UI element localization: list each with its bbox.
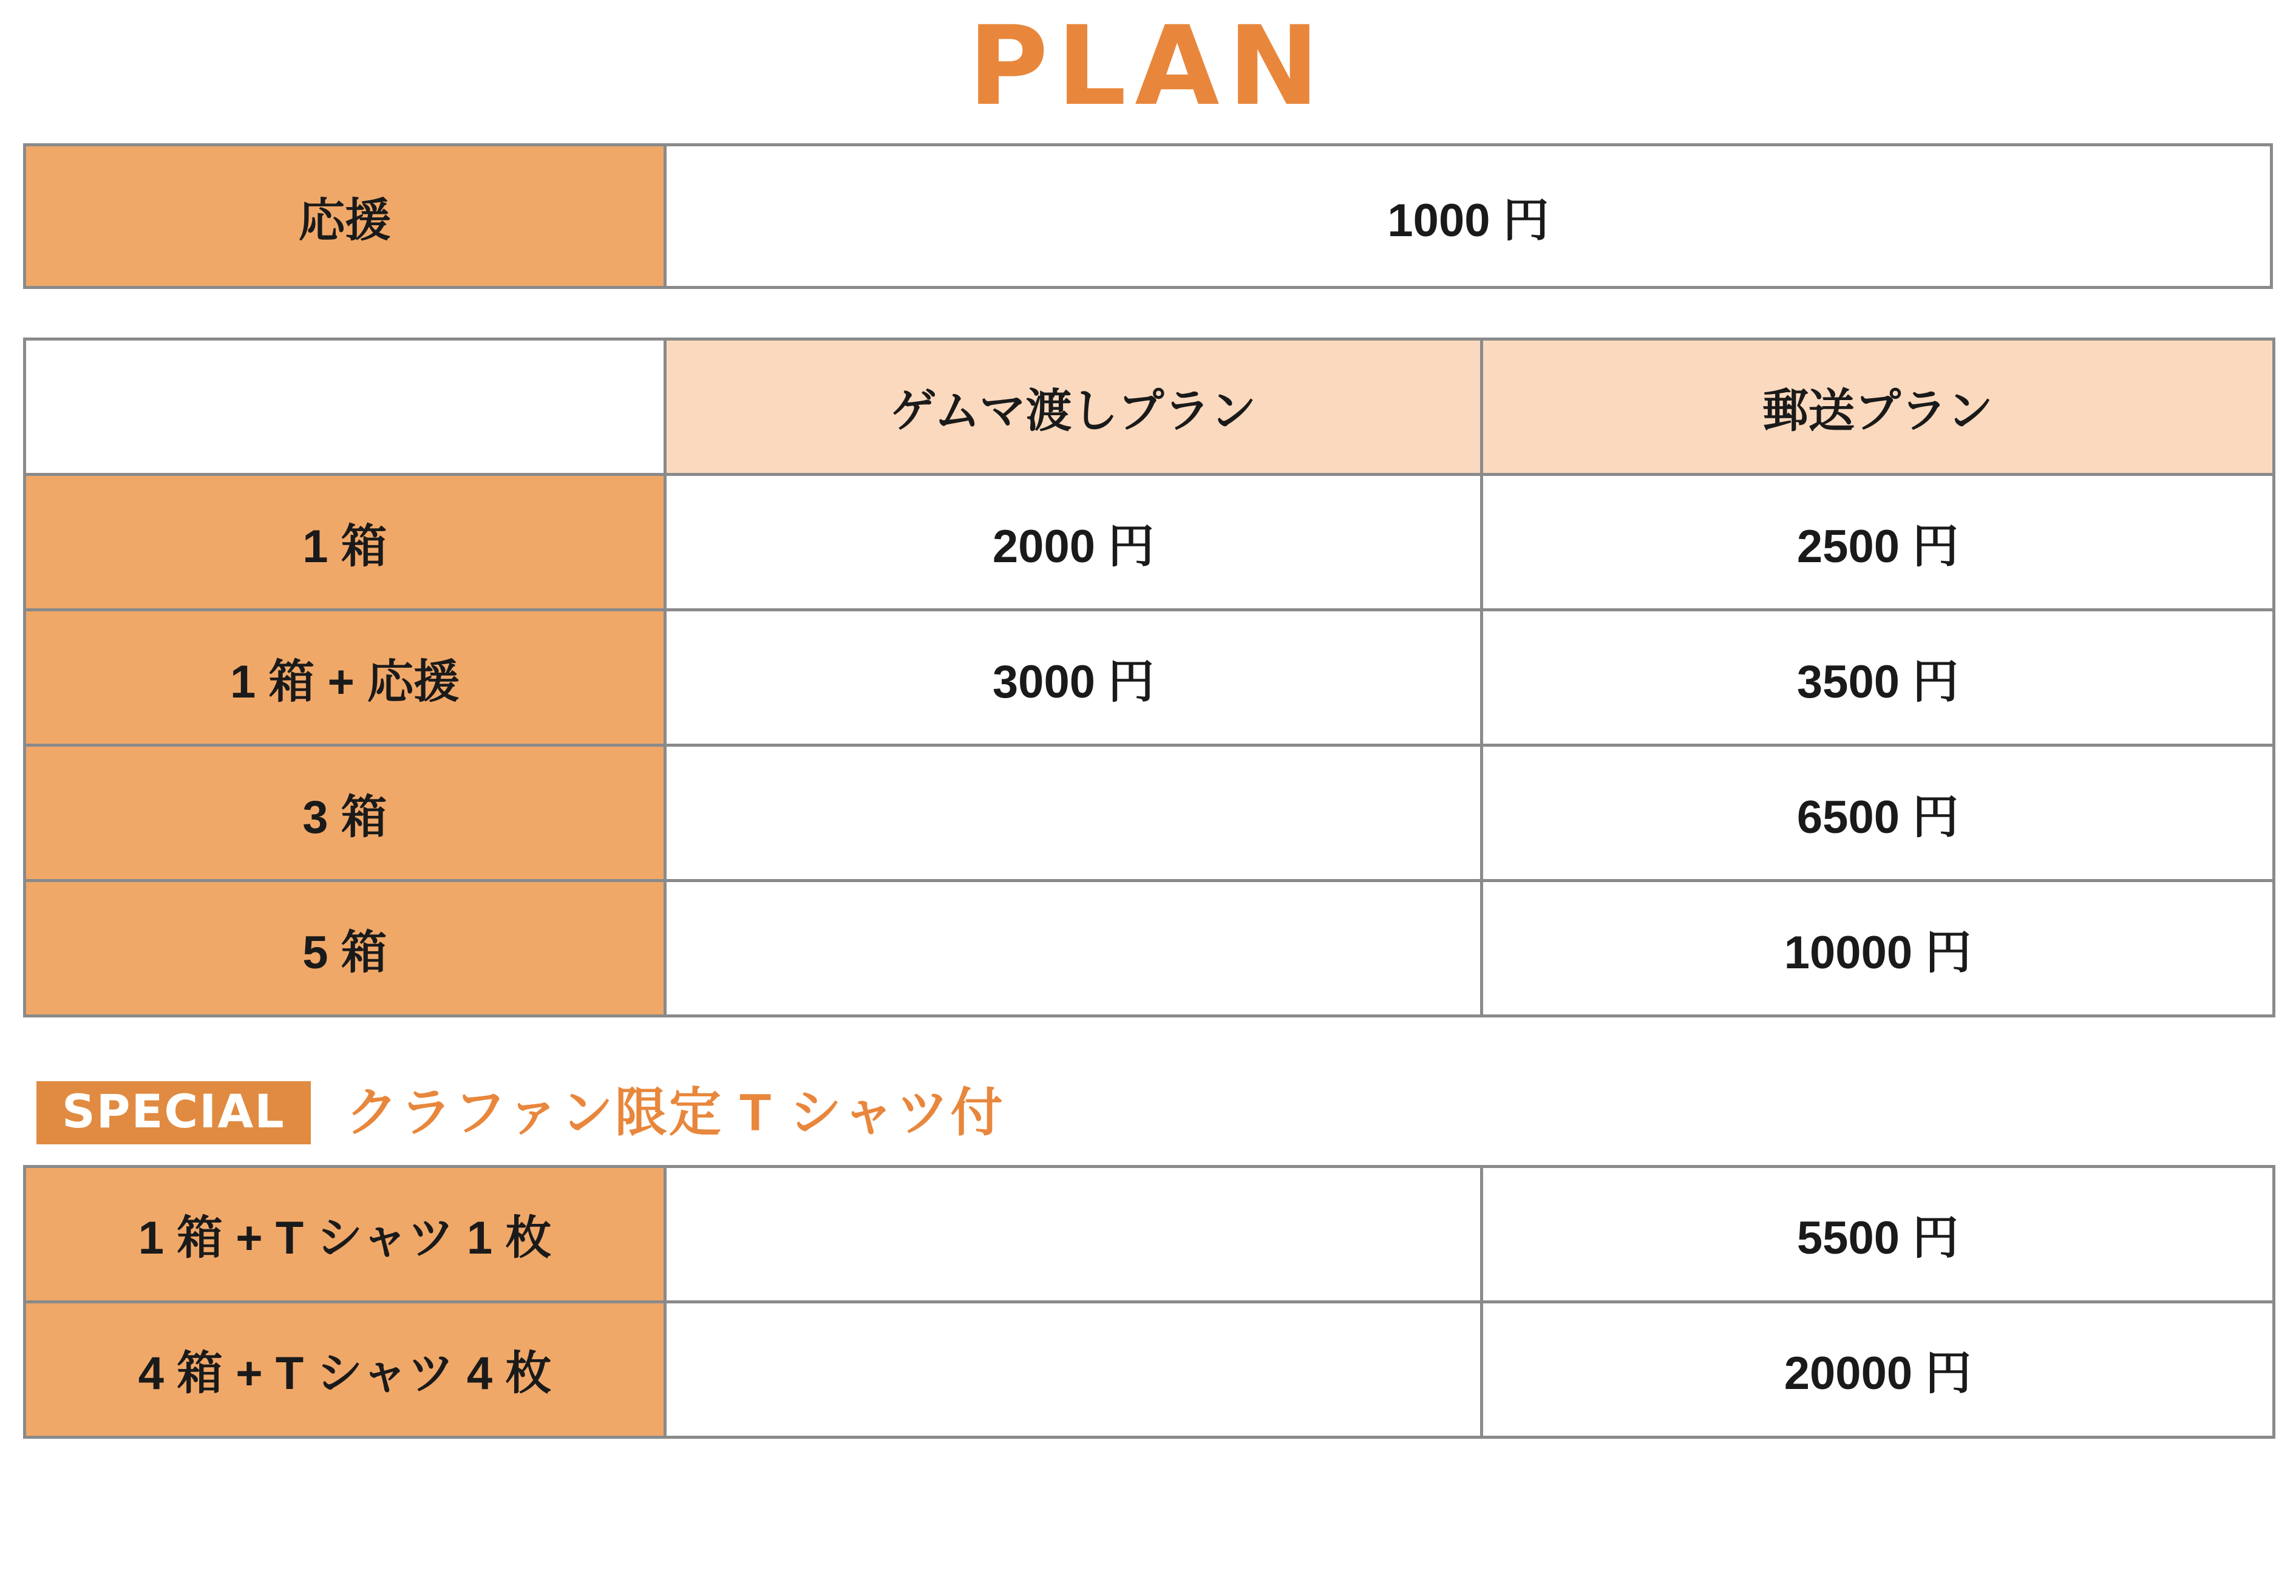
special-tag: SPECIAL <box>36 1081 311 1144</box>
cell-mail: 3500 円 <box>1482 610 2274 745</box>
special-heading: クラファン限定 T シャツ付 <box>345 1083 1005 1142</box>
cell-hand <box>665 881 1482 1016</box>
table-row <box>25 610 2274 745</box>
cell-hand: 3000 円 <box>665 610 1482 745</box>
cell-hand <box>665 745 1482 881</box>
page-title: PLAN <box>968 3 1328 130</box>
support-price: 1000 円 <box>665 145 2272 288</box>
table-row <box>25 1302 2274 1437</box>
row-label: 5 箱 <box>25 881 665 1016</box>
table-row <box>25 881 2274 1016</box>
cell-hand <box>665 1166 1482 1302</box>
cell-mail: 2500 円 <box>1482 475 2274 610</box>
cell-mail: 6500 円 <box>1482 745 2274 881</box>
row-label: 4 箱 + T シャツ 4 枚 <box>25 1302 665 1437</box>
table-row <box>25 745 2274 881</box>
spacer <box>23 289 2273 338</box>
cell-mail: 10000 円 <box>1482 881 2274 1016</box>
row-label: 1 箱 + 応援 <box>25 610 665 745</box>
table-row <box>25 475 2274 610</box>
cell-hand <box>665 1302 1482 1437</box>
support-label: 応援 <box>25 145 665 288</box>
column-header-mail: 郵送プラン <box>1482 339 2274 475</box>
table-header-row <box>25 339 2274 475</box>
row-label: 1 箱 + T シャツ 1 枚 <box>25 1166 665 1302</box>
spacer <box>23 1017 2273 1081</box>
cell-mail: 5500 円 <box>1482 1166 2274 1302</box>
row-label: 1 箱 <box>25 475 665 610</box>
support-table <box>23 143 2273 289</box>
column-header-hand: ゲムマ渡しプラン <box>665 339 1482 475</box>
row-label: 3 箱 <box>25 745 665 881</box>
cell-hand: 2000 円 <box>665 475 1482 610</box>
plan-table-corner <box>25 339 665 475</box>
special-banner <box>23 1081 2273 1165</box>
plan-table <box>23 338 2275 1017</box>
table-row <box>25 1166 2274 1302</box>
cell-mail: 20000 円 <box>1482 1302 2274 1437</box>
special-table <box>23 1165 2275 1439</box>
table-row <box>25 145 2272 288</box>
